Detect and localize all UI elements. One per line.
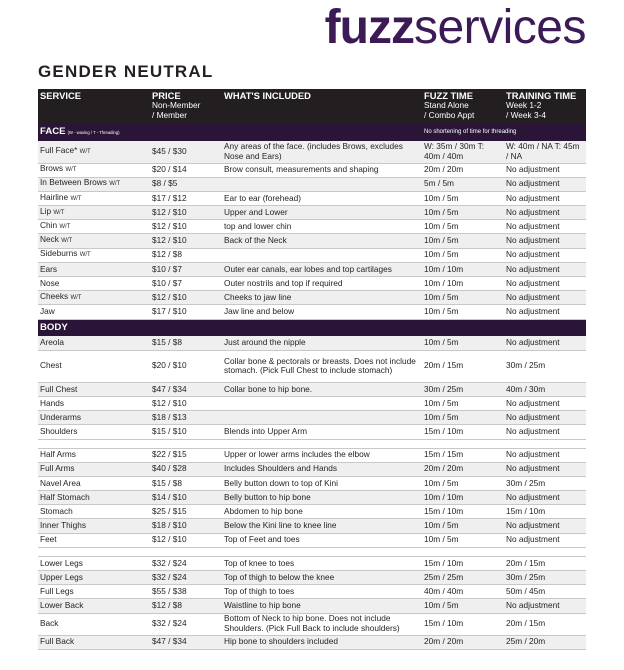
service-cell: Upper Legs [38,571,150,585]
fuzz-time-cell: 10m / 5m [422,234,504,248]
price-cell: $12 / $8 [150,599,222,613]
service-cell: Cheeks W/T [38,291,150,305]
table-row [38,491,586,505]
included-cell: top and lower chin [222,220,422,234]
table-row [38,448,586,462]
service-cell: Back [38,613,150,635]
service-cell: Areola [38,336,150,350]
training-time-cell: No adjustment [504,163,586,177]
table-row [38,476,586,490]
service-cell: In Between Brows W/T [38,177,150,191]
training-time-cell: No adjustment [504,396,586,410]
table-row [38,505,586,519]
training-time-cell: No adjustment [504,336,586,350]
table-row [38,248,586,262]
table-row [38,519,586,533]
included-cell: Includes Shoulders and Hands [222,462,422,476]
table-row [38,585,586,599]
training-time-cell: No adjustment [504,262,586,276]
included-cell: Upper and Lower [222,206,422,220]
included-cell: Upper or lower arms includes the elbow [222,448,422,462]
included-cell: Waistline to hip bone [222,599,422,613]
service-cell: Chin W/T [38,220,150,234]
fuzz-time-cell: 15m / 10m [422,505,504,519]
table-row [38,613,586,635]
price-cell: $12 / $10 [150,291,222,305]
included-cell [222,248,422,262]
fuzz-time-cell: W: 35m / 30m T: 40m / 40m [422,141,504,163]
fuzz-time-cell: 10m / 5m [422,206,504,220]
service-cell: Sideburns W/T [38,248,150,262]
fuzz-time-cell: 10m / 5m [422,248,504,262]
table-row [38,462,586,476]
training-time-cell: No adjustment [504,425,586,439]
training-time-cell: No adjustment [504,519,586,533]
included-cell: Outer nostrils and top if required [222,277,422,291]
col-price: PRICE Non-Member / Member [150,89,222,124]
service-cell: Feet [38,533,150,547]
table-row [38,396,586,410]
table-row [38,635,586,649]
table-row [38,141,586,163]
included-cell: Ear to ear (forehead) [222,191,422,205]
service-cell: Neck W/T [38,234,150,248]
price-cell: $8 / $5 [150,177,222,191]
price-cell: $12 / $10 [150,220,222,234]
table-row [38,411,586,425]
price-cell: $25 / $15 [150,505,222,519]
table-row [38,336,586,350]
fuzz-time-cell: 20m / 15m [422,350,504,382]
price-cell: $22 / $15 [150,448,222,462]
included-cell: Back of the Neck [222,234,422,248]
price-cell: $20 / $14 [150,163,222,177]
table-header-row [38,89,586,124]
fuzz-time-cell: 10m / 5m [422,599,504,613]
fuzz-time-cell: 10m / 5m [422,533,504,547]
included-cell: Cheeks to jaw line [222,291,422,305]
included-cell: Hip bone to shoulders included [222,635,422,649]
training-time-cell: 30m / 25m [504,476,586,490]
price-table [38,89,586,650]
included-cell: Blends into Upper Arm [222,425,422,439]
service-tag: W/T [79,148,91,155]
section-spacer [38,547,586,556]
service-cell: Shoulders [38,425,150,439]
training-time-cell: No adjustment [504,177,586,191]
service-cell: Half Arms [38,448,150,462]
fuzz-time-cell: 10m / 5m [422,336,504,350]
fuzz-time-cell: 10m / 5m [422,476,504,490]
fuzz-time-cell: 10m / 5m [422,191,504,205]
price-cell: $17 / $12 [150,191,222,205]
price-cell: $15 / $10 [150,425,222,439]
price-cell: $17 / $10 [150,305,222,319]
service-cell: Navel Area [38,476,150,490]
included-cell: Jaw line and below [222,305,422,319]
training-time-cell: 40m / 30m [504,382,586,396]
fuzz-time-cell: 10m / 10m [422,277,504,291]
price-cell: $12 / $10 [150,396,222,410]
table-row [38,291,586,305]
service-cell: Hairline W/T [38,191,150,205]
section-spacer [38,439,586,448]
included-cell: Top of thigh to below the knee [222,571,422,585]
price-cell: $45 / $30 [150,141,222,163]
fuzz-time-cell: 40m / 40m [422,585,504,599]
price-cell: $20 / $10 [150,350,222,382]
service-cell: Nose [38,277,150,291]
service-tag: W/T [61,238,73,245]
included-cell: Brow consult, measurements and shaping [222,163,422,177]
included-cell: Outer ear canals, ear lobes and top cartilages [222,262,422,276]
fuzz-time-cell: 10m / 5m [422,305,504,319]
col-fuzz-time: FUZZ TIME Stand Alone / Combo Appt [422,89,504,124]
training-time-cell: No adjustment [504,248,586,262]
service-tag: W/T [79,252,91,259]
included-cell [222,177,422,191]
service-tag: W/T [109,181,121,188]
fuzz-time-cell: 15m / 10m [422,613,504,635]
training-time-cell: No adjustment [504,220,586,234]
price-cell: $47 / $34 [150,635,222,649]
service-tag: W/T [70,195,82,202]
table-row [38,206,586,220]
training-time-cell: No adjustment [504,448,586,462]
table-row [38,220,586,234]
face-title: FACE (W - waxing / T - Threading) [38,124,422,141]
fuzz-time-cell: 10m / 5m [422,411,504,425]
table-row [38,277,586,291]
logo-light: services [413,1,586,54]
included-cell: Below the Kini line to knee line [222,519,422,533]
brand-logo [325,2,586,54]
face-section-header [38,124,586,141]
training-time-cell: 30m / 25m [504,571,586,585]
price-cell: $10 / $7 [150,262,222,276]
service-cell: Full Arms [38,462,150,476]
included-cell [222,396,422,410]
price-cell: $15 / $8 [150,336,222,350]
service-cell: Inner Thighs [38,519,150,533]
page-title: GENDER NEUTRAL [38,62,214,81]
price-cell: $32 / $24 [150,613,222,635]
table-row [38,350,586,382]
table-row [38,262,586,276]
price-cell: $15 / $8 [150,476,222,490]
training-time-cell: No adjustment [504,234,586,248]
service-tag: W/T [65,167,77,174]
included-cell: Collar bone & pectorals or breasts. Does not include stomach. (Pick Full Chest to include stomach) [222,350,422,382]
training-time-cell: 30m / 25m [504,350,586,382]
training-time-cell: No adjustment [504,277,586,291]
service-tag: W/T [70,294,82,301]
service-cell: Brows W/T [38,163,150,177]
table-row [38,556,586,570]
fuzz-time-cell: 20m / 20m [422,635,504,649]
fuzz-time-cell: 5m / 5m [422,177,504,191]
fuzz-time-cell: 10m / 5m [422,220,504,234]
training-time-cell: No adjustment [504,291,586,305]
included-cell: Belly button down to top of Kini [222,476,422,490]
table-row [38,599,586,613]
face-section [38,124,586,319]
price-cell: $12 / $10 [150,206,222,220]
training-time-cell: 15m / 10m [504,505,586,519]
price-cell: $32 / $24 [150,556,222,570]
service-cell: Lower Legs [38,556,150,570]
face-note: No shortening of time for threading [422,124,586,141]
training-time-cell: No adjustment [504,491,586,505]
included-cell: Just around the nipple [222,336,422,350]
fuzz-time-cell: 15m / 15m [422,448,504,462]
table-row [38,305,586,319]
service-cell: Full Face* W/T [38,141,150,163]
fuzz-time-cell: 10m / 10m [422,262,504,276]
body-title: BODY [38,319,586,336]
service-cell: Full Chest [38,382,150,396]
fuzz-time-cell: 10m / 5m [422,291,504,305]
col-included: WHAT'S INCLUDED [222,89,422,124]
fuzz-time-cell: 25m / 25m [422,571,504,585]
service-cell: Ears [38,262,150,276]
fuzz-time-cell: 15m / 10m [422,425,504,439]
logo-bold: fuzz [324,1,414,54]
body-section-header [38,319,586,336]
fuzz-time-cell: 30m / 25m [422,382,504,396]
price-cell: $12 / $10 [150,533,222,547]
included-cell: Top of Feet and toes [222,533,422,547]
price-cell: $18 / $13 [150,411,222,425]
training-time-cell: No adjustment [504,599,586,613]
fuzz-time-cell: 10m / 5m [422,519,504,533]
table-row [38,571,586,585]
table-row [38,234,586,248]
included-cell: Abdomen to hip bone [222,505,422,519]
training-time-cell: No adjustment [504,206,586,220]
service-cell: Full Back [38,635,150,649]
service-cell: Chest [38,350,150,382]
included-cell: Any areas of the face. (includes Brows, excludes Nose and Ears) [222,141,422,163]
fuzz-time-cell: 20m / 20m [422,163,504,177]
fuzz-time-cell: 10m / 5m [422,396,504,410]
service-cell: Jaw [38,305,150,319]
table-row [38,425,586,439]
training-time-cell: 20m / 15m [504,613,586,635]
fuzz-time-cell: 15m / 10m [422,556,504,570]
included-cell: Bottom of Neck to hip bone. Does not include Shoulders. (Pick Full Back to include shoulders) [222,613,422,635]
price-cell: $47 / $34 [150,382,222,396]
fuzz-time-cell: 10m / 10m [422,491,504,505]
training-time-cell: 20m / 15m [504,556,586,570]
col-training-time: TRAINING TIME Week 1-2 / Week 3-4 [504,89,586,124]
training-time-cell: No adjustment [504,305,586,319]
service-cell: Half Stomach [38,491,150,505]
price-cell: $12 / $8 [150,248,222,262]
body-section [38,319,586,649]
price-cell: $12 / $10 [150,234,222,248]
table-row [38,533,586,547]
price-cell: $55 / $38 [150,585,222,599]
table-row [38,191,586,205]
table-row [38,177,586,191]
service-tag: W/T [59,224,71,231]
table-row [38,382,586,396]
training-time-cell: W: 40m / NA T: 45m / NA [504,141,586,163]
service-cell: Lip W/T [38,206,150,220]
included-cell: Belly button to hip bone [222,491,422,505]
service-cell: Hands [38,396,150,410]
price-cell: $32 / $24 [150,571,222,585]
service-cell: Full Legs [38,585,150,599]
price-cell: $40 / $28 [150,462,222,476]
included-cell: Collar bone to hip bone. [222,382,422,396]
training-time-cell: No adjustment [504,533,586,547]
training-time-cell: 50m / 45m [504,585,586,599]
training-time-cell: No adjustment [504,191,586,205]
price-cell: $10 / $7 [150,277,222,291]
price-cell: $14 / $10 [150,491,222,505]
included-cell: Top of thigh to toes [222,585,422,599]
table-row [38,163,586,177]
col-service: SERVICE [38,89,150,124]
service-cell: Underarms [38,411,150,425]
service-cell: Lower Back [38,599,150,613]
fuzz-time-cell: 20m / 20m [422,462,504,476]
price-cell: $18 / $10 [150,519,222,533]
training-time-cell: No adjustment [504,462,586,476]
service-tag: W/T [53,209,65,216]
included-cell [222,411,422,425]
service-cell: Stomach [38,505,150,519]
included-cell: Top of knee to toes [222,556,422,570]
training-time-cell: 25m / 20m [504,635,586,649]
training-time-cell: No adjustment [504,411,586,425]
